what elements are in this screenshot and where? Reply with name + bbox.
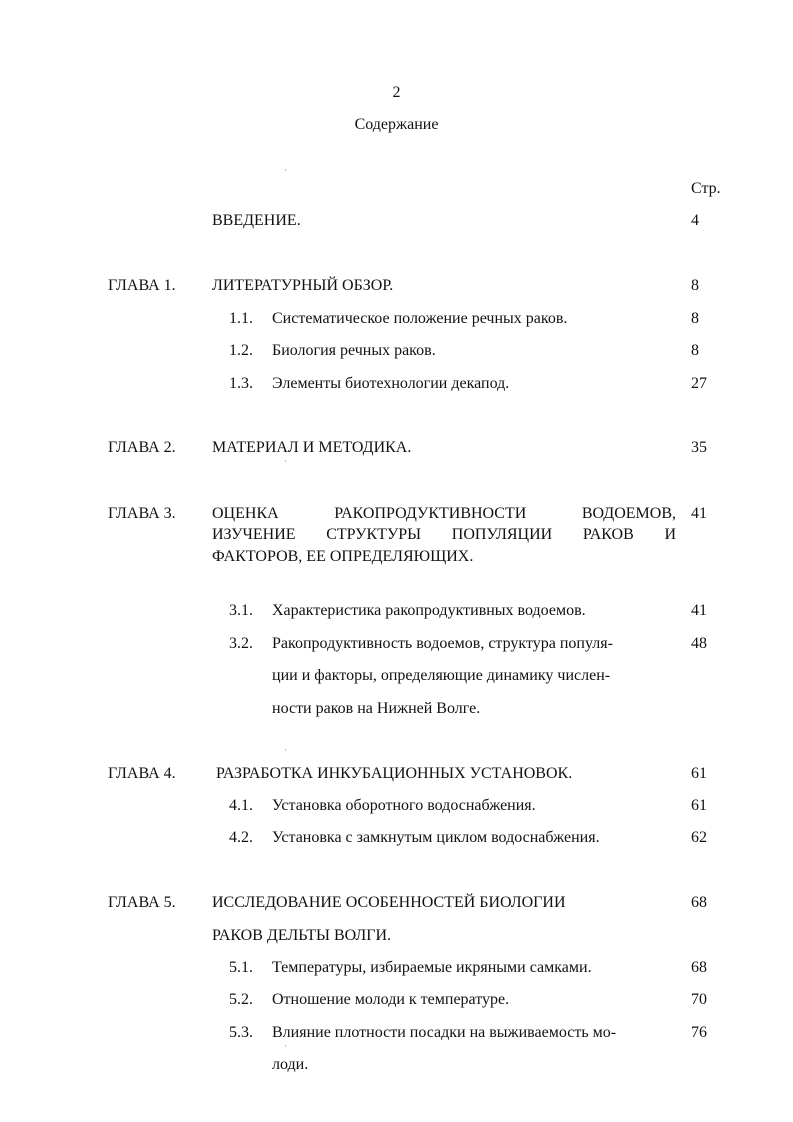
section-title: Систематическое положение речных раков. bbox=[272, 310, 568, 327]
section-title: Биология речных раков. bbox=[272, 342, 436, 359]
chapter-5-label: ГЛАВА 5. bbox=[108, 894, 176, 911]
chapter-2-page: 35 bbox=[691, 439, 707, 456]
section-page: 41 bbox=[691, 602, 707, 619]
chapter-3-title-line-3: ФАКТОРОВ, ЕЕ ОПРЕДЕЛЯЮЩИХ. bbox=[212, 548, 474, 565]
page-title: Содержание bbox=[354, 116, 439, 133]
section-title: Температуры, избираемые икряными самками. bbox=[272, 959, 592, 976]
chapter-3-title-line-1: ОЦЕНКА РАКОПРОДУКТИВНОСТИ ВОДОЕМОВ, bbox=[212, 505, 676, 522]
section-num: 3.1. bbox=[229, 602, 253, 619]
chapter-2-title: МАТЕРИАЛ И МЕТОДИКА. bbox=[212, 439, 412, 456]
section-page: 8 bbox=[691, 342, 699, 359]
section-page: 76 bbox=[691, 1024, 707, 1041]
section-title: Характеристика ракопродуктивных водоемов. bbox=[272, 602, 586, 619]
chapter-1-label: ГЛАВА 1. bbox=[108, 277, 176, 294]
section-num: 1.2. bbox=[229, 342, 253, 359]
section-title-line-3: ности раков на Нижней Волге. bbox=[272, 700, 481, 717]
section-page: 62 bbox=[691, 829, 707, 846]
chapter-3-page: 41 bbox=[691, 505, 707, 522]
scan-speck: · bbox=[284, 456, 287, 466]
section-num: 5.1. bbox=[229, 959, 253, 976]
section-page: 48 bbox=[691, 635, 707, 652]
section-title: Установка оборотного водоснабжения. bbox=[272, 797, 536, 814]
chapter-1-title: ЛИТЕРАТУРНЫЙ ОБЗОР. bbox=[212, 277, 394, 294]
section-page: 70 bbox=[691, 991, 707, 1008]
chapter-5-page: 68 bbox=[691, 894, 707, 911]
section-title-line-2: лоди. bbox=[272, 1056, 309, 1073]
section-title: Элементы биотехнологии декапод. bbox=[272, 375, 510, 392]
section-num: 1.3. bbox=[229, 375, 253, 392]
scan-speck: · bbox=[284, 745, 287, 755]
chapter-4-label: ГЛАВА 4. bbox=[108, 765, 176, 782]
chapter-3-title-line-2: ИЗУЧЕНИЕ СТРУКТУРЫ ПОПУЛЯЦИИ РАКОВ И bbox=[212, 526, 676, 543]
section-num: 5.3. bbox=[229, 1024, 253, 1041]
section-num: 3.2. bbox=[229, 635, 253, 652]
section-num: 1.1. bbox=[229, 310, 253, 327]
section-page: 61 bbox=[691, 797, 707, 814]
chapter-5-title-line-2: РАКОВ ДЕЛЬТЫ ВОЛГИ. bbox=[212, 927, 392, 944]
chapter-4-page: 61 bbox=[691, 765, 707, 782]
page-number: 2 bbox=[392, 84, 401, 101]
section-title: Установка с замкнутым циклом водоснабжения. bbox=[272, 829, 600, 846]
chapter-5-title-line-1: ИССЛЕДОВАНИЕ ОСОБЕННОСТЕЙ БИОЛОГИИ bbox=[212, 894, 566, 911]
section-num: 5.2. bbox=[229, 991, 253, 1008]
chapter-2-label: ГЛАВА 2. bbox=[108, 439, 176, 456]
section-num: 4.1. bbox=[229, 797, 253, 814]
intro-title: ВВЕДЕНИЕ. bbox=[212, 212, 301, 229]
chapter-1-page: 8 bbox=[691, 277, 699, 294]
section-page: 27 bbox=[691, 375, 707, 392]
section-page: 68 bbox=[691, 959, 707, 976]
scan-speck: · bbox=[284, 165, 287, 175]
chapter-3-label: ГЛАВА 3. bbox=[108, 505, 176, 522]
section-title-line-2: ции и факторы, определяющие динамику числен- bbox=[272, 667, 611, 684]
section-title-line-1: Ракопродуктивность водоемов, структура популя- bbox=[272, 635, 613, 652]
section-num: 4.2. bbox=[229, 829, 253, 846]
scan-speck: · bbox=[284, 1041, 287, 1051]
page-column-header: Стр. bbox=[691, 180, 721, 197]
section-title-line-1: Влияние плотности посадки на выживаемость мо- bbox=[272, 1024, 617, 1041]
intro-page: 4 bbox=[691, 212, 699, 229]
chapter-4-title: РАЗРАБОТКА ИНКУБАЦИОННЫХ УСТАНОВОК. bbox=[216, 765, 573, 782]
section-page: 8 bbox=[691, 310, 699, 327]
section-title: Отношение молоди к температуре. bbox=[272, 991, 510, 1008]
